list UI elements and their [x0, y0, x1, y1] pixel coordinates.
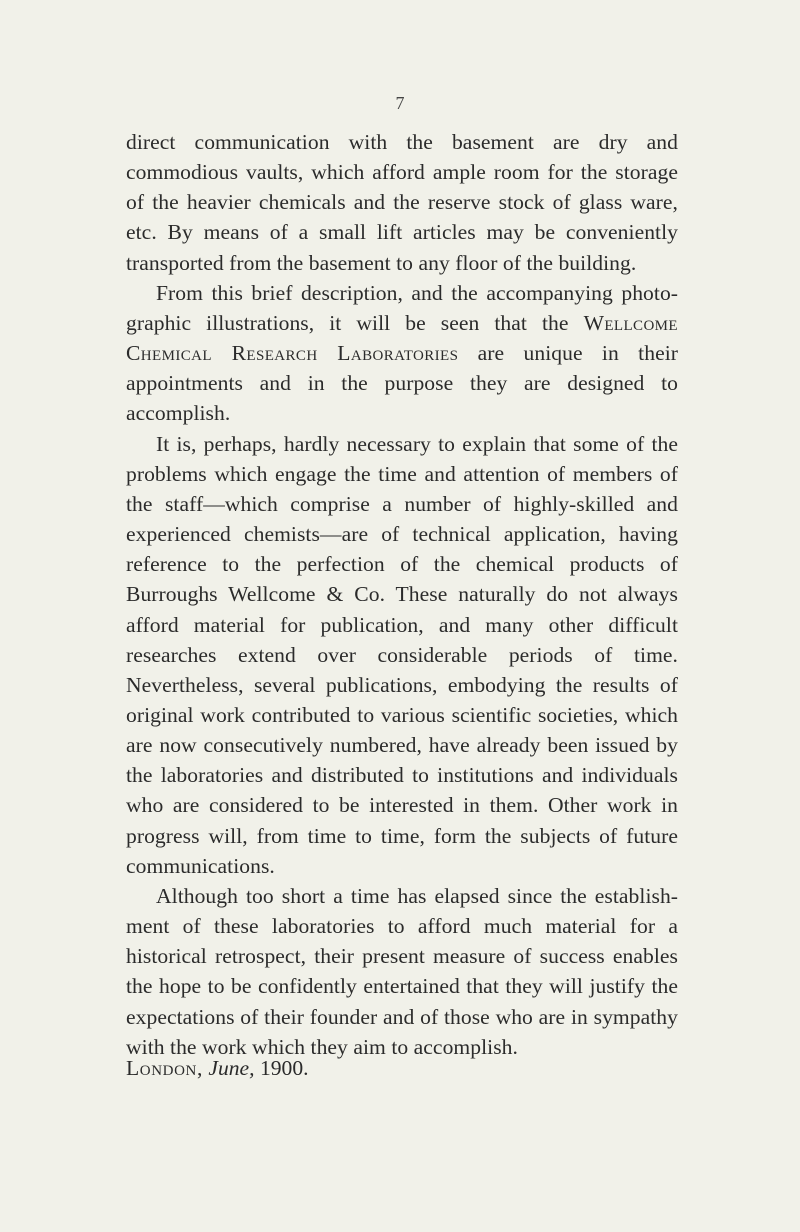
paragraph-text: Although too short a time has elapsed since the establishment of these laboratories to afford much material for a historical retrospect, their present measure of success enables the hope to be confidently entertained that they will justify the expectations of their founder and of those who are in sympathy with the work which they aim to accomplish. — [126, 883, 678, 1059]
signoff-place: London, — [126, 1056, 203, 1080]
laboratories-name: Wellcome Chemical Research Laboratories — [126, 310, 678, 366]
signoff — [126, 1053, 309, 1083]
page-number: 7 — [395, 93, 405, 113]
signoff-month: June, — [208, 1056, 255, 1080]
paragraph-basement-vaults — [126, 127, 678, 278]
signoff-year: 1900. — [259, 1056, 309, 1080]
paragraph-text: From this brief description, and the accompanying photographic illustrations, it will be seen that the — [126, 280, 678, 335]
paragraph-staff-work — [126, 429, 678, 881]
paragraph-text: It is, perhaps, hardly necessary to explain that some of the problems which engage the time and attention of members of the staff—which comprise a number of highly-skilled and experienced chemists—are of technical application, having reference to the perfection of the chemical products of Burroughs Wellcome & Co. These naturally do not always afford material for publication, and many other difficult researches extend over considerable periods of time. Nevertheless, several publications, embodying the results of original work contributed to various scientific societies, which are now consecutively numbered, have already been issued by the laboratories and distributed to institutions and individuals who are considered to be interested in them. Other work in progress will, from time to time, form the subjects of future communications. — [126, 431, 678, 878]
body-text — [126, 127, 678, 1062]
paragraph-text: direct communication with the basement are dry and commodious vaults, which afford ample room for the storage of the heavier chemicals and the reserve stock of glass ware, etc. By means of a small lift articles may be conveniently transported from the basement to any floor of the building. — [126, 130, 678, 275]
paragraph-retrospect — [126, 881, 678, 1062]
paragraph-description — [126, 278, 678, 429]
paragraph-text: are unique in their appointments and in the purpose they are designed to accomplish. — [126, 341, 678, 426]
